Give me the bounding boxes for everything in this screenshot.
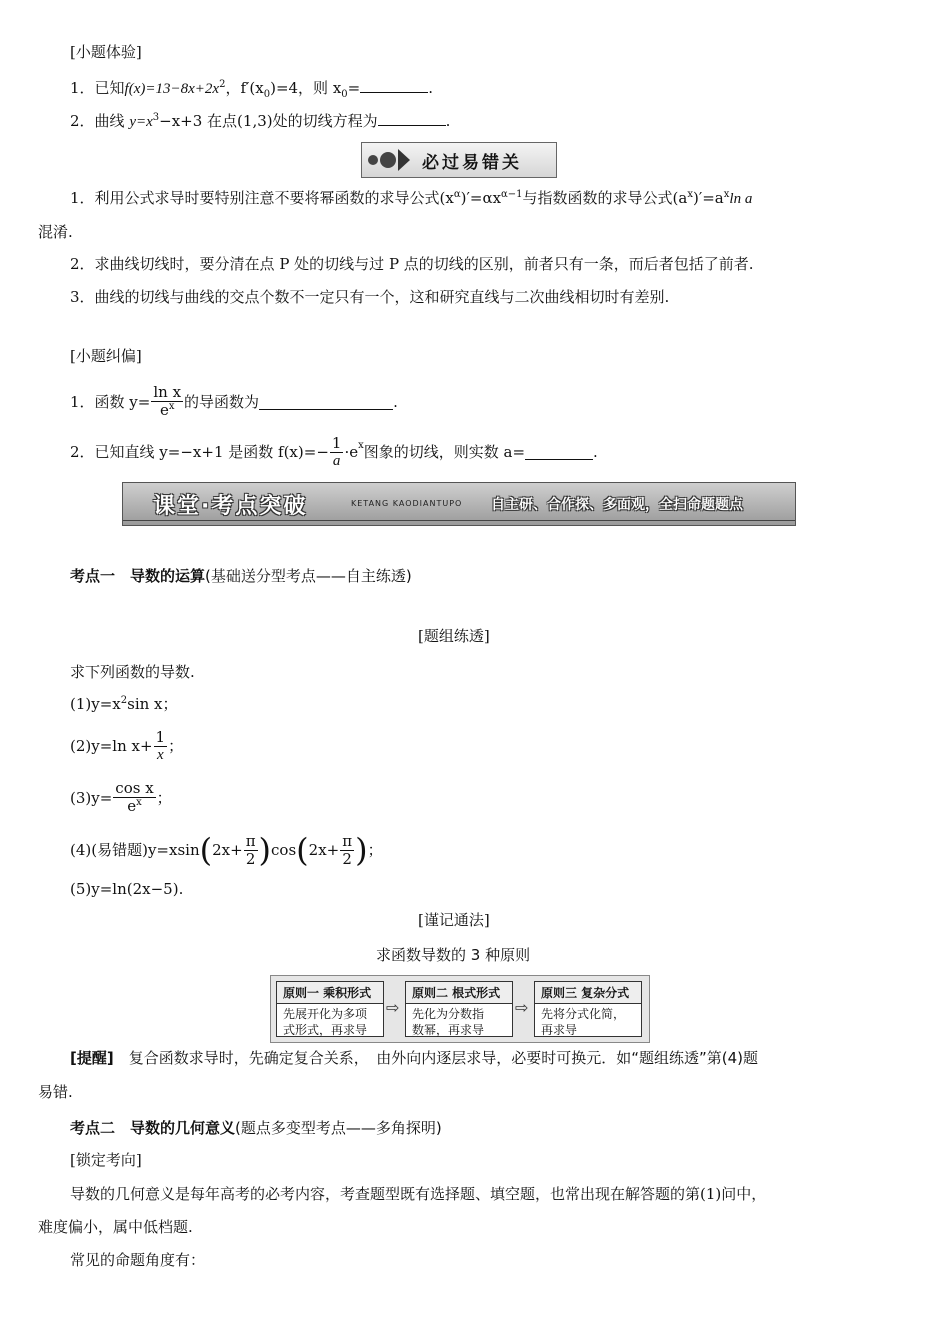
subheading-focus: [锁定考向]: [70, 1151, 142, 1169]
tip-cont: 易错.: [38, 1083, 73, 1101]
exercise-3: (3)y= $\frac{\text{cos x}}{e^x}$ ；: [70, 778, 172, 815]
kaodian-2-angles: 常见的命题角度有：: [70, 1251, 206, 1269]
question-4: 2．已知直线 y=−x+1 是函数 f(x)=− $\frac{1}{a}$ ·e x 图象的切线，则实数 a= .: [70, 433, 598, 469]
banner-slogan: 自主研、合作探、多面观，全扫命题题点: [491, 497, 743, 513]
section-heading-practice: [小题体验]: [70, 43, 142, 61]
question-2: 2．曲线 $y=x^3-x+3$ 在点(1,3)处的切线方程为 .: [70, 112, 451, 130]
answer-blank[interactable]: [360, 78, 428, 93]
exercise-intro: 求下列函数的导数.: [70, 663, 195, 681]
banner-divider: [123, 520, 795, 521]
dots-arrow-icon: [368, 149, 410, 171]
pitfall-1-cont: 混淆.: [38, 223, 73, 241]
exercise-1: $(1)y=x^2\sin$ x；: [70, 695, 178, 713]
exercise-4: (4)(易错题) y=xsin ( 2x+ $\frac{\pi}{2}$ ) cos ( 2x+ $\frac{\pi}{2}$ ) ；: [70, 831, 383, 869]
tip: [提醒] 复合函数求导时，先确定复合关系， 由外向内逐层求导，必要时可换元．如“题组练透”第(4)题: [70, 1049, 759, 1067]
principle-box-1: 原则一 乘积形式 先展开化为多项 式形式，再求导: [276, 981, 384, 1037]
arrow-right-icon: ⇨: [515, 998, 529, 1017]
exercise-5: (5)y=ln(2x−5).: [70, 880, 184, 898]
section-heading-correct: [小题纠偏]: [70, 347, 142, 365]
kaodian-2-para-cont: 难度偏小，属中低档题.: [38, 1218, 193, 1236]
principles-flowchart: [270, 975, 650, 1043]
banner-pinyin: KETANG KAODIANTUPO: [351, 499, 463, 508]
method-title: 求函数导数的 3 种原则: [376, 946, 531, 964]
subheading-method: [谨记通法]: [418, 911, 490, 929]
arrow-right-icon: ⇨: [386, 998, 400, 1017]
question-3: 1．函数 y= $\frac{\text{ln x}}{e^x}$ 的导函数为 .: [70, 382, 398, 419]
kaodian-2-title: 考点二 导数的几何意义(题点多变型考点——多角探明): [70, 1119, 442, 1137]
answer-blank[interactable]: [378, 111, 446, 126]
answer-blank[interactable]: [525, 445, 593, 460]
pitfalls-banner: [361, 142, 557, 178]
pitfall-2: 2．求曲线切线时，要分清在点 P 处的切线与过 P 点的切线的区别，前者只有一条，而后者包括了前者.: [70, 255, 754, 273]
kaodian-1-title: 考点一 导数的运算(基础送分型考点——自主练透): [70, 567, 412, 585]
subheading-practice-group: [题组练透]: [418, 627, 490, 645]
pitfall-1: 1．利用公式求导时要特别注意不要将幂函数的求导公式$(x^\alpha)'=\alpha x^{\alpha-1}$与指数函数的求导公式$(a^x)'=a^x\ln$ a: [70, 189, 753, 207]
classroom-banner: [122, 482, 796, 526]
principle-box-2: 原则二 根式形式 先化为分数指 数幂，再求导: [405, 981, 513, 1037]
banner-title: 必过易错关: [422, 152, 522, 173]
question-1: 1．已知$f(x)=13-8x+2x^2$，$f'(x_0)=4$，则 $x_0=$ .: [70, 79, 434, 100]
exercise-2: (2)y=ln x+ $\frac{1}{x}$ ；: [70, 727, 184, 763]
principle-box-3: 原则三 复杂分式 先将分式化简， 再求导: [534, 981, 642, 1037]
pitfall-3: 3．曲线的切线与曲线的交点个数不一定只有一个，这和研究直线与二次曲线相切时有差别.: [70, 288, 670, 306]
answer-blank[interactable]: [259, 395, 393, 410]
kaodian-2-para: 导数的几何意义是每年高考的必考内容，考查题型既有选择题、填空题，也常出现在解答题的第(1)问中，: [70, 1185, 767, 1203]
banner-title: 课堂·考点突破: [153, 494, 308, 519]
